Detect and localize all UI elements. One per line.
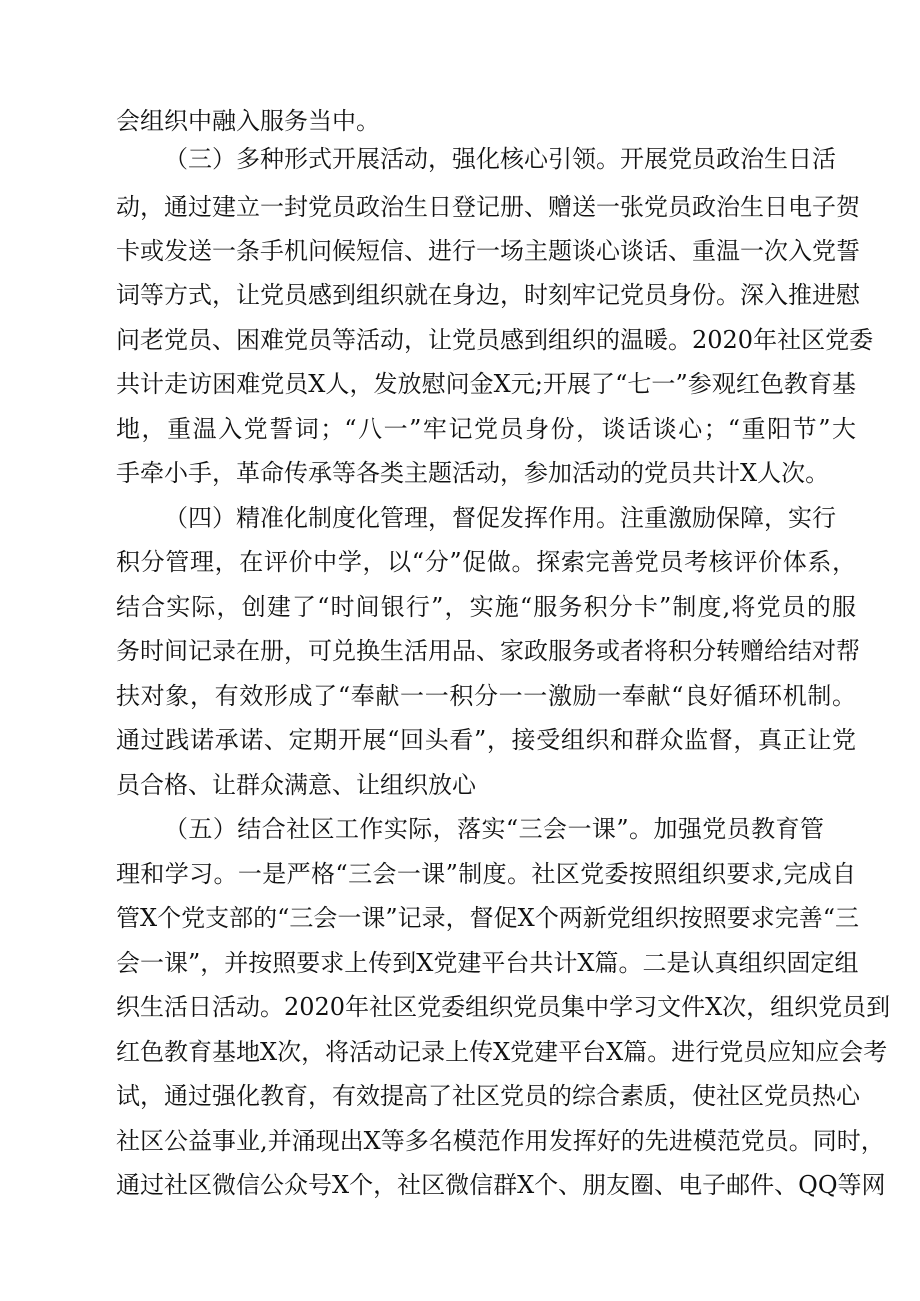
text-line-16: 员合格、让群众满意、让组织放心 <box>116 771 476 799</box>
text-line-20: 会一课”，并按照要求上传到X党建平台共计X篇。二是认真组织固定组 <box>116 949 859 977</box>
text-line-11: 积分管理，在评价中学，以“分”促做。探索完善党员考核评价体系， <box>116 548 856 576</box>
text-line-18: 理和学习。一是严格“三会一课”制度。社区党委按照组织要求,完成自 <box>116 860 856 888</box>
text-line-3: 动，通过建立一封党员政治生日登记册、赠送一张党员政治生日电子贺 <box>116 193 860 221</box>
text-line-7: 共计走访困难党员X人，发放慰问金X元;开展了“七一”参观红色教育基 <box>116 370 856 398</box>
text-line-19: 管X个党支部的“三会一课”记录，督促X个两新党组织按照要求完善“三 <box>116 904 859 932</box>
text-line-22: 红色教育基地X次，将活动记录上传X党建平台X篇。进行党员应知应会考 <box>116 1038 888 1066</box>
text-line-23: 试，通过强化教育，有效提高了社区党员的综合素质，使社区党员热心 <box>116 1082 860 1110</box>
text-line-24: 社区公益事业,并涌现出X等多名模范作用发挥好的先进模范党员。同时， <box>116 1127 885 1155</box>
text-line-1: 会组织中融入服务当中。 <box>116 107 380 135</box>
text-line-8: 地，重温入党誓词；“八一”牢记党员身份，谈话谈心；“重阳节”大 <box>116 415 856 443</box>
text-line-10: （四）精准化制度化管理，督促发挥作用。注重激励保障，实行 <box>164 504 836 532</box>
text-line-6: 问老党员、困难党员等活动，让党员感到组织的温暖。2020年社区党委 <box>116 326 874 354</box>
text-line-9: 手牵小手，革命传承等各类主题活动，参加活动的党员共计X人次。 <box>116 459 830 487</box>
text-line-4: 卡或发送一条手机问候短信、进行一场主题谈心谈话、重温一次入党誓 <box>116 237 860 265</box>
text-line-17: （五）结合社区工作实际，落实“三会一课”。加强党员教育管 <box>164 815 824 843</box>
text-line-5: 词等方式，让党员感到组织就在身边，时刻牢记党员身份。深入推进慰 <box>116 281 860 309</box>
text-line-13: 务时间记录在册，可兑换生活用品、家政服务或者将积分转赠给结对帮 <box>116 637 860 665</box>
text-line-14: 扶对象，有效形成了“奉献一一积分一一激励一奉献“良好循环机制。 <box>116 682 856 710</box>
text-line-15: 通过践诺承诺、定期开展“回头看”，接受组织和群众监督，真正让党 <box>116 726 856 754</box>
text-line-12: 结合实际，创建了“时间银行”，实施“服务积分卡”制度,将党员的服 <box>116 593 856 621</box>
text-line-25: 通过社区微信公众号X个，社区微信群X个、朋友圈、电子邮件、QQ等网 <box>116 1171 886 1199</box>
text-line-2: （三）多种形式开展活动，强化核心引领。开展党员政治生日活 <box>164 145 836 173</box>
text-line-21: 织生活日活动。2020年社区党委组织党员集中学习文件X次，组织党员到 <box>116 993 891 1021</box>
